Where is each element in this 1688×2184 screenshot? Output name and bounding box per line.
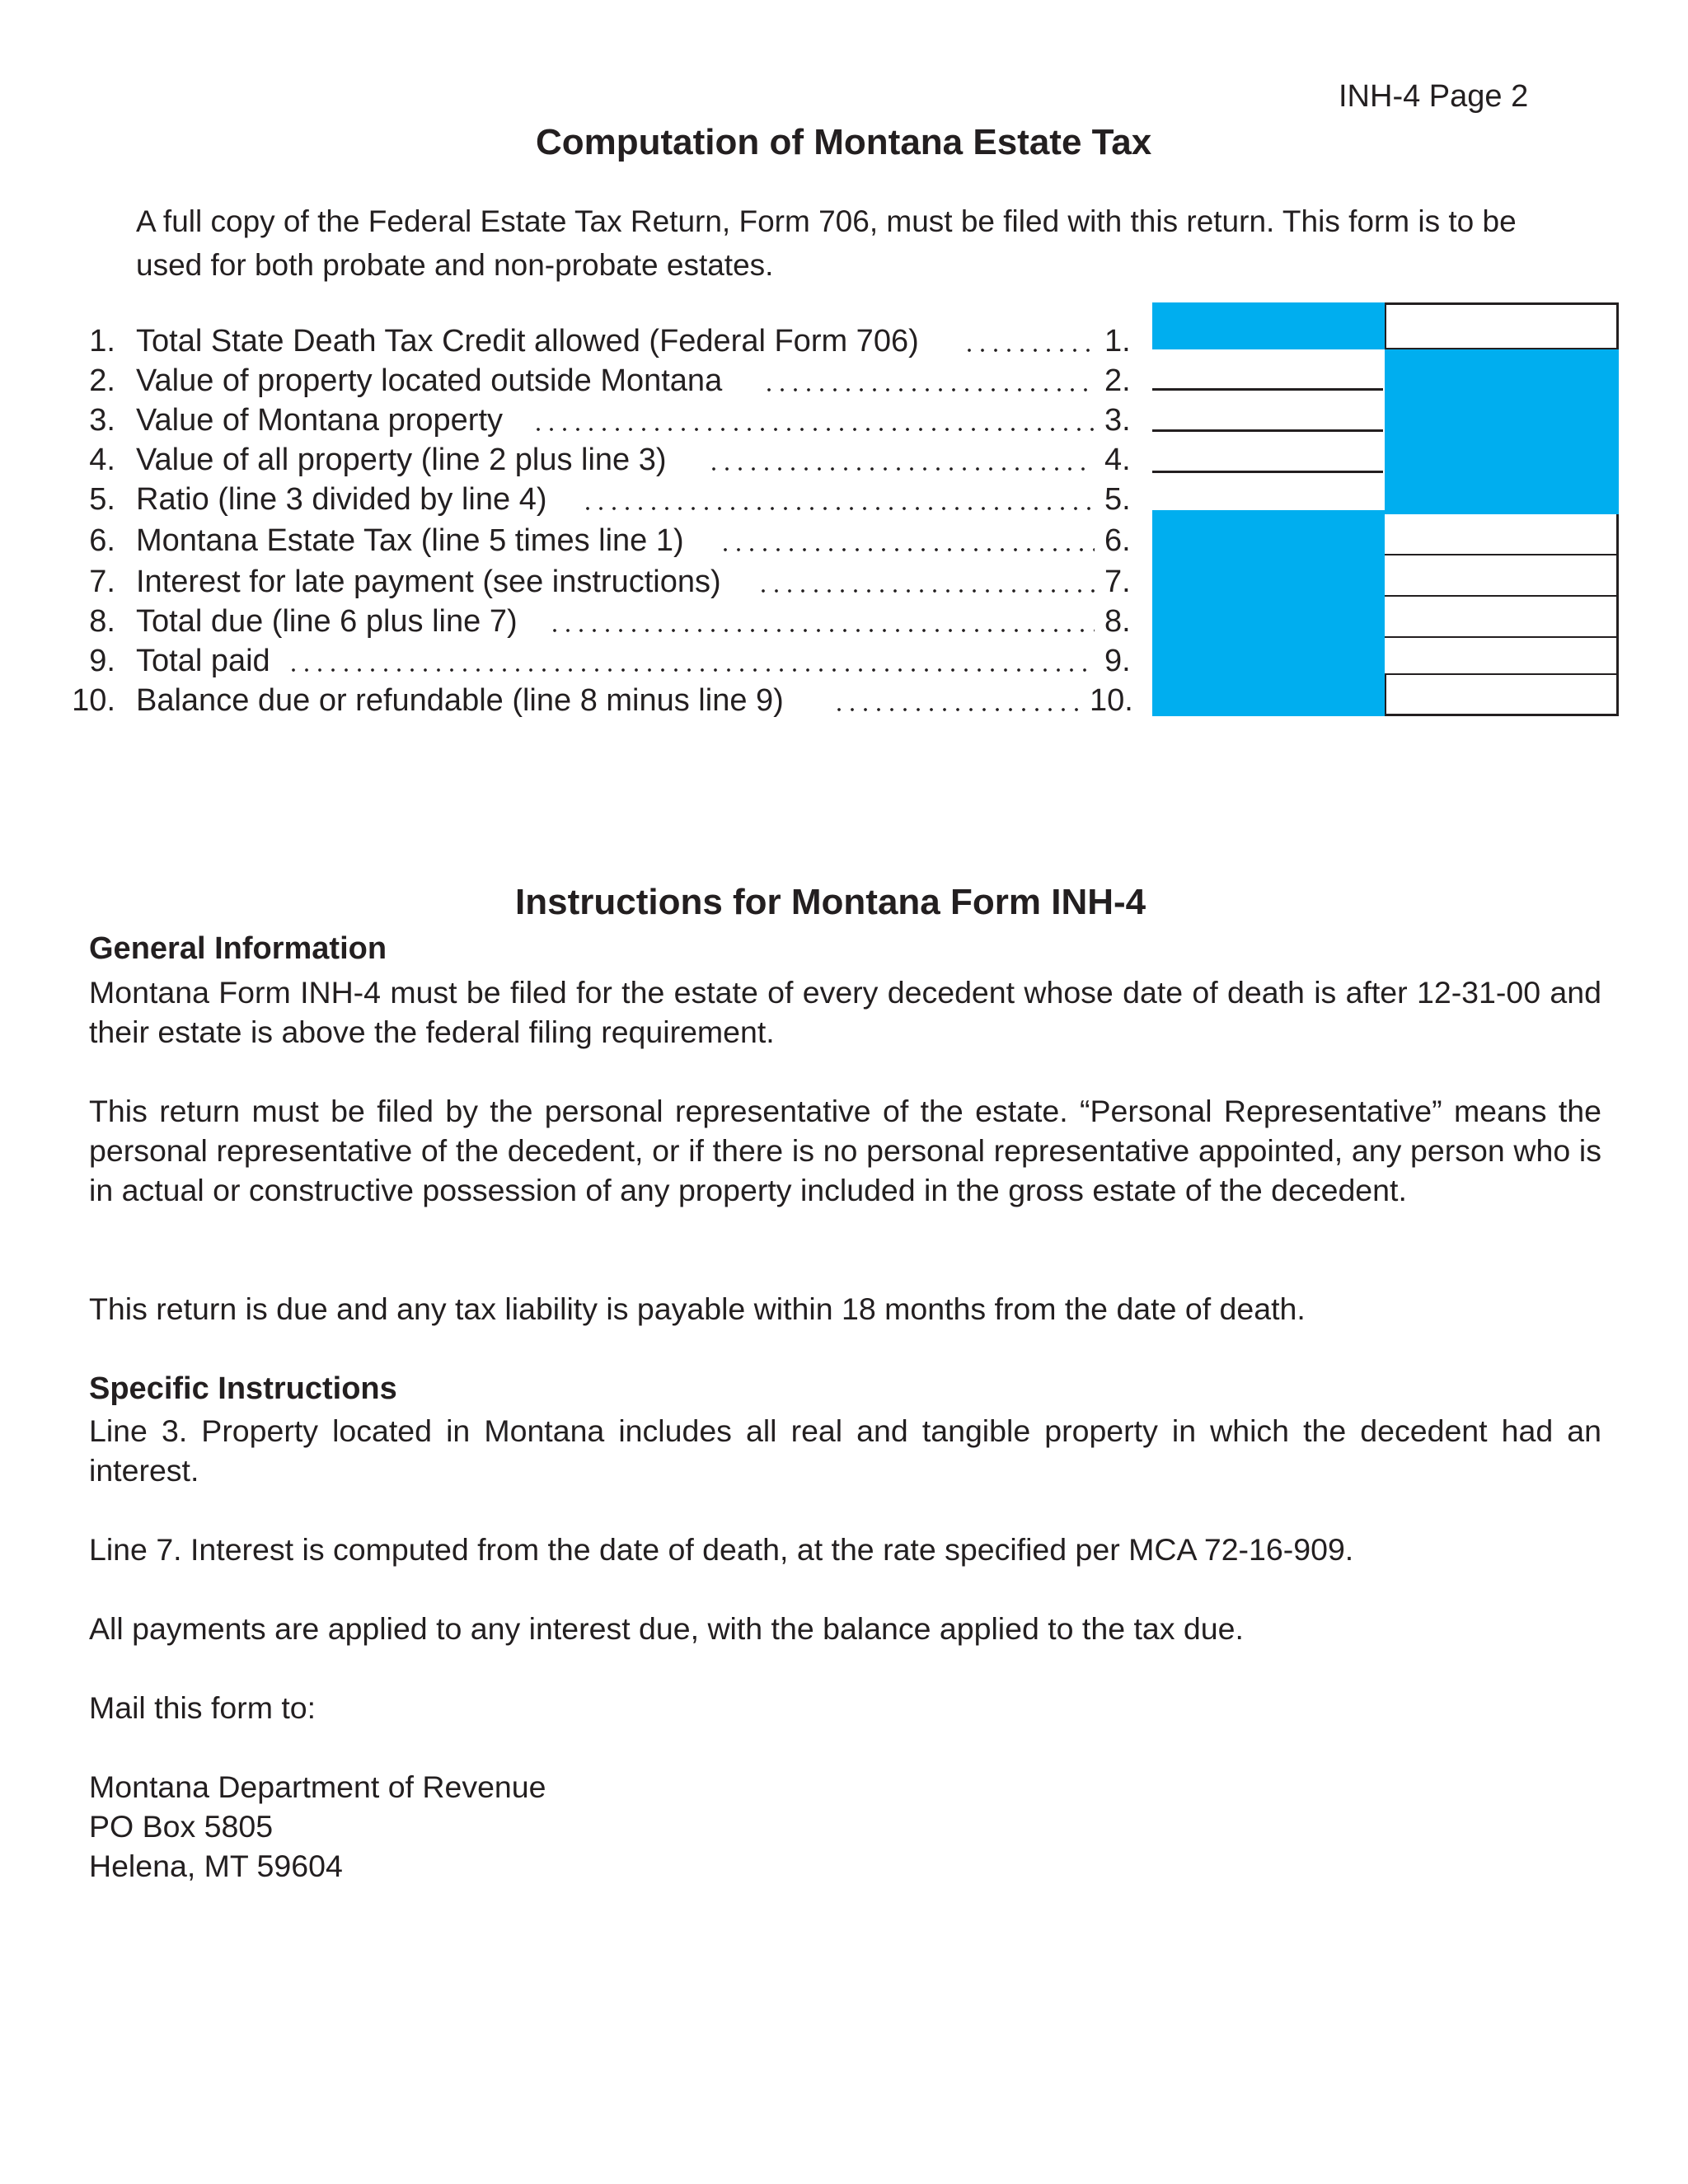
line-label: Ratio (line 3 divided by line 4) [136, 482, 547, 517]
line-label: Total due (line 6 plus line 7) [136, 604, 518, 639]
line-1-shaded-cell [1152, 302, 1385, 349]
general-info-heading: General Information [89, 931, 387, 966]
line-label: Value of all property (line 2 plus line 3) [136, 443, 667, 477]
computation-title: Computation of Montana Estate Tax [536, 122, 1152, 162]
right-shaded-block [1385, 349, 1619, 514]
general-info-paragraph-1: Montana Form INH-4 must be filed for the estate of every decedent whose date of death is after 12-31-00 and their estate is above the federal filing requirement. [89, 975, 1601, 1049]
leader-dots [719, 547, 1095, 552]
leader-dots [581, 506, 1095, 511]
payments-instruction: All payments are applied to any interest due, with the balance applied to the tax due. [89, 1611, 1244, 1646]
line-7-instruction: Line 7. Interest is computed from the date of death, at the rate specified per MCA 72-16-909. [89, 1532, 1354, 1567]
amount-grid [1152, 302, 1619, 716]
line-ref: 6. [1104, 523, 1131, 558]
line-2-amount-field[interactable] [1152, 349, 1383, 391]
line-ref: 7. [1104, 565, 1131, 599]
mail-label: Mail this form to: [89, 1690, 316, 1725]
address-line-3: Helena, MT 59604 [89, 1849, 343, 1883]
line-number: 2. [89, 363, 115, 398]
line-row-8 [0, 602, 1154, 641]
line-number: 10. [72, 683, 115, 718]
line-3-amount-field[interactable] [1152, 391, 1383, 432]
line-ref: 2. [1104, 363, 1131, 398]
line-ref: 5. [1104, 482, 1131, 517]
line-ref: 10. [1090, 683, 1133, 718]
leader-dots [832, 707, 1088, 712]
line-number: 4. [89, 443, 115, 477]
line-label: Total State Death Tax Credit allowed (Federal Form 706) [136, 324, 919, 359]
line-8-amount-field[interactable] [1385, 597, 1616, 638]
line-3-instruction: Line 3. Property located in Montana includes all real and tangible property in which the decedent had an interest. [89, 1413, 1601, 1488]
line-label: Value of property located outside Montana [136, 363, 723, 398]
line-row-10 [0, 681, 1154, 720]
computation-intro: A full copy of the Federal Estate Tax Return, Form 706, must be filed with this return. This form is to be used for both probate and non-probate estates. [136, 204, 1517, 282]
instructions-title: Instructions for Montana Form INH-4 [515, 882, 1146, 922]
leader-dots [757, 588, 1095, 593]
line-number: 1. [89, 324, 115, 359]
general-info-paragraph-3: This return is due and any tax liability is payable within 18 months from the date of death. [89, 1291, 1306, 1326]
line-number: 5. [89, 482, 115, 517]
line-row-9 [0, 641, 1154, 681]
line-5-amount-field[interactable] [1152, 473, 1383, 514]
general-info-paragraph-2: This return must be filed by the personal representative of the estate. “Personal Representative” means the personal representative of the decedent, or if there is no personal representative appointed, any person who is in actual or constructive possession of any property included in the gross estate of the decedent. [89, 1094, 1601, 1207]
line-row-6 [0, 521, 1154, 560]
leader-dots [287, 668, 1095, 673]
specific-instructions-heading: Specific Instructions [89, 1371, 397, 1406]
line-6-amount-field[interactable] [1385, 514, 1616, 555]
line-label: Balance due or refundable (line 8 minus line 9) [136, 683, 784, 718]
line-row-2 [0, 361, 1154, 401]
line-label: Interest for late payment (see instructions) [136, 565, 721, 599]
line-row-7 [0, 562, 1154, 602]
line-row-1 [0, 321, 1154, 361]
line-number: 9. [89, 644, 115, 678]
address-line-2: PO Box 5805 [89, 1809, 274, 1844]
line-row-3 [0, 401, 1154, 440]
leader-dots [762, 387, 1095, 392]
line-number: 3. [89, 403, 115, 438]
line-ref: 8. [1104, 604, 1131, 639]
line-number: 6. [89, 523, 115, 558]
address-line-1: Montana Department of Revenue [89, 1769, 546, 1804]
line-row-4 [0, 440, 1154, 480]
left-shaded-block [1152, 510, 1385, 716]
line-ref: 4. [1104, 443, 1131, 477]
line-4-amount-field[interactable] [1152, 432, 1383, 473]
line-label: Montana Estate Tax (line 5 times line 1) [136, 523, 684, 558]
line-label: Value of Montana property [136, 403, 504, 438]
line-number: 7. [89, 565, 115, 599]
line-ref: 9. [1104, 644, 1131, 678]
line-number: 8. [89, 604, 115, 639]
mailing-address [89, 1767, 546, 1886]
line-1-amount-field[interactable] [1385, 305, 1616, 349]
line-10-amount-field[interactable] [1385, 675, 1619, 716]
page-identifier: INH-4 Page 2 [1339, 79, 1529, 114]
leader-dots [707, 466, 1095, 471]
line-9-amount-field[interactable] [1385, 638, 1616, 675]
line-ref: 3. [1104, 403, 1131, 438]
leader-dots [548, 628, 1095, 633]
line-7-amount-field[interactable] [1385, 555, 1616, 597]
line-row-5 [0, 480, 1154, 519]
leader-dots [963, 348, 1095, 353]
leader-dots [532, 427, 1095, 432]
line-ref: 1. [1104, 324, 1131, 359]
line-label: Total paid [136, 644, 270, 678]
